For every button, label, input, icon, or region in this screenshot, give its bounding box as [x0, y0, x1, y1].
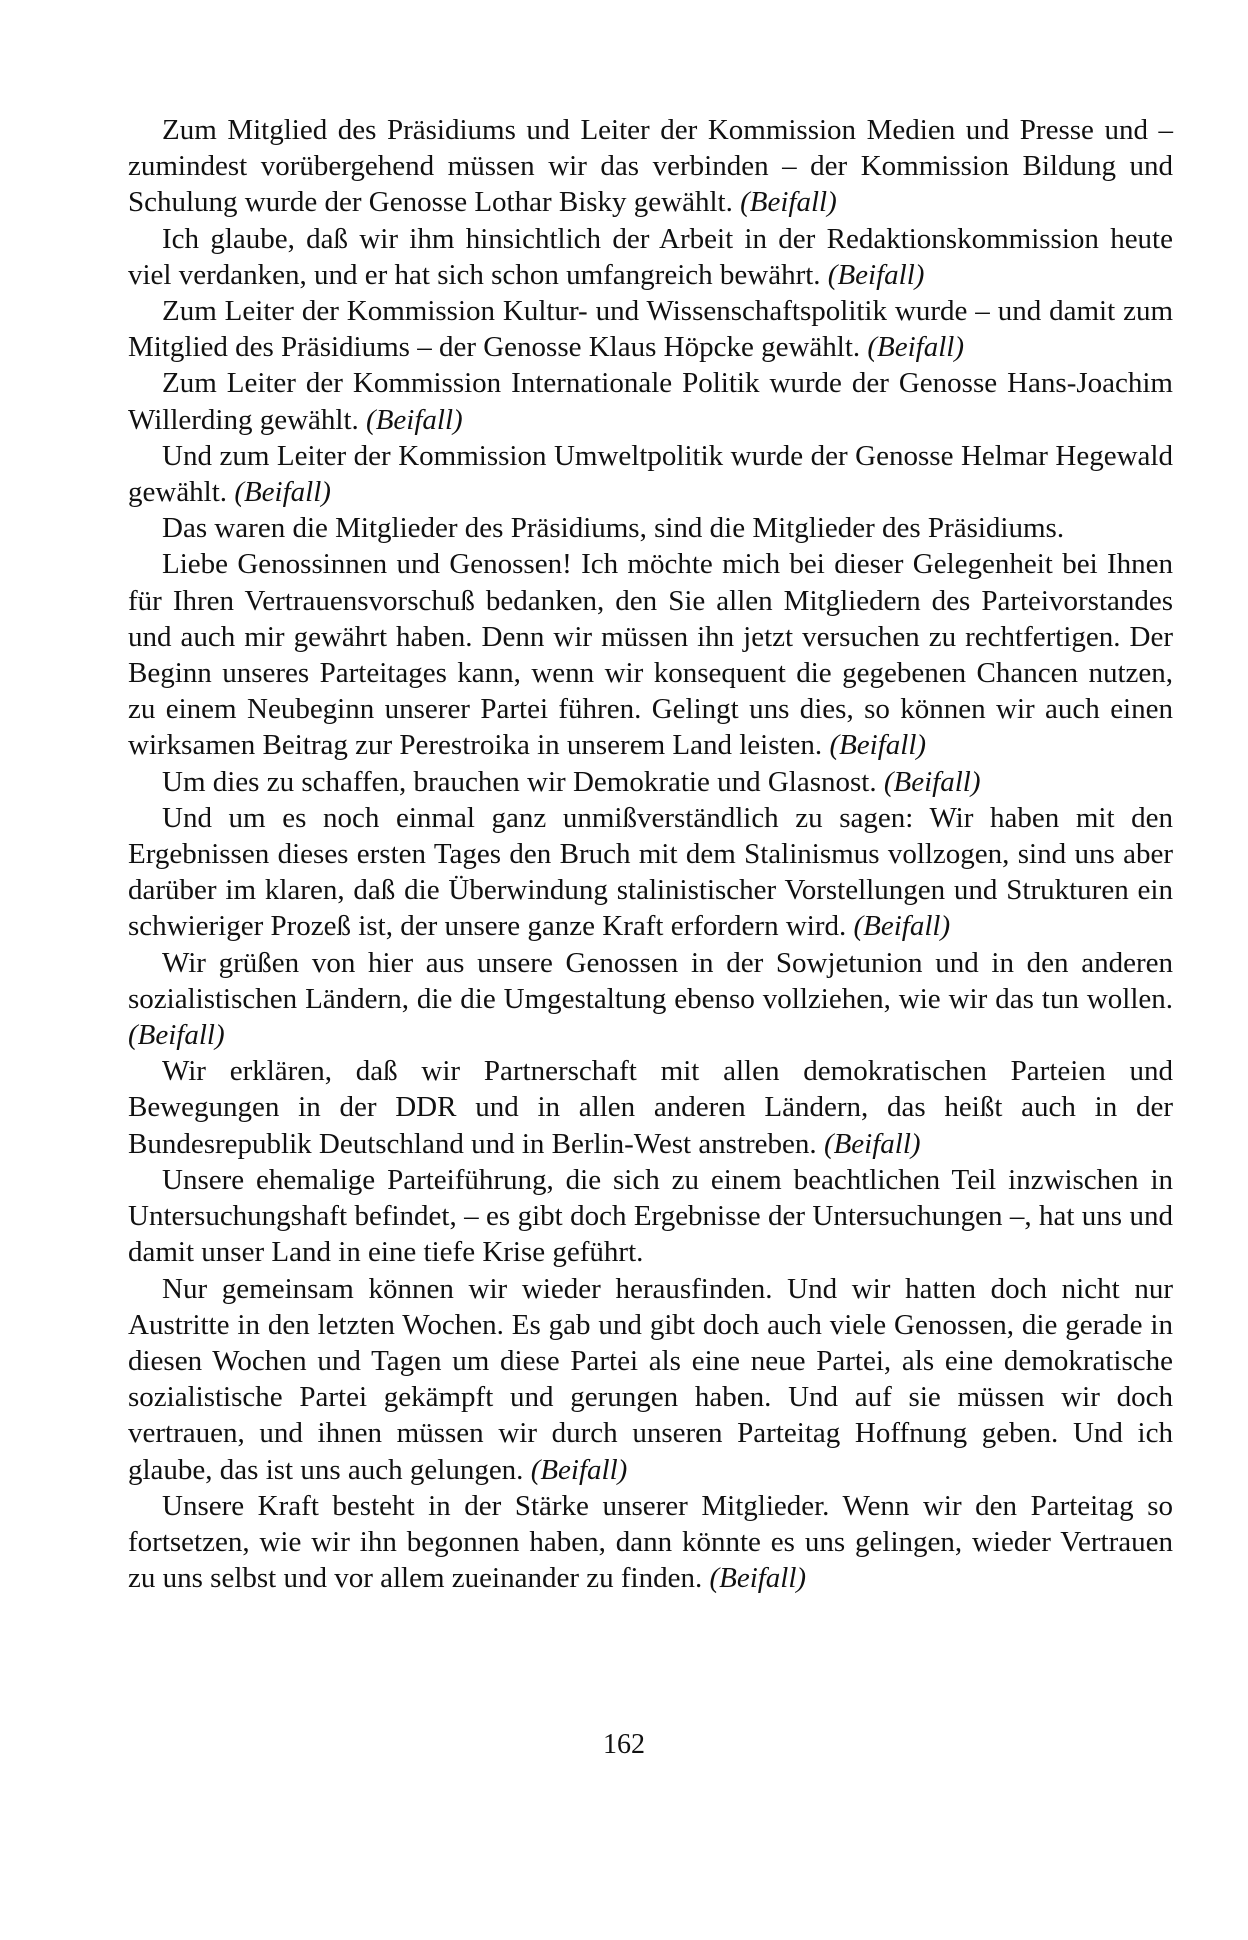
paragraph-10 [128, 945, 1173, 1054]
paragraph-4 [128, 365, 1173, 437]
applause-note: (Beifall) [853, 910, 951, 943]
paragraph-text: Um dies zu schaffen, brauchen wir Demokratie und Glasnost. [162, 765, 877, 798]
paragraph-text: Zum Leiter der Kommission Kultur- und Wissenschaftspolitik wurde – und damit zum Mitglied des Präsidiums – der Genosse Klaus Höpcke gewählt. [128, 295, 1173, 364]
paragraph-8 [128, 764, 1173, 800]
paragraph-text: Zum Leiter der Kommission Internationale Politik wurde der Genosse Hans-Joachim Willerding gewählt. [128, 367, 1173, 436]
paragraph-text: Und zum Leiter der Kommission Umweltpolitik wurde der Genosse Helmar Hegewald gewählt. [128, 439, 1173, 509]
paragraph-3 [128, 293, 1173, 365]
paragraph-text: Liebe Genossinnen und Genossen! Ich möchte mich bei dieser Gelegenheit bei Ihnen für Ihren Vertrauensvorschuß bedanken, den Sie allen Mitgliedern des Parteivorstandes und auch mir gewährt haben. Denn wir müssen ihn jetzt versuchen zu rechtfertigen. Der Beginn unseres Parteitages kann, wenn wir konsequent die gegebenen Chancen nutzen, zu einem Neubeginn unserer Partei führen. Gelingt uns dies, so können wir auch einen wirksamen Beitrag zur Perestroika in unserem Land leisten. [128, 548, 1173, 762]
paragraph-11 [128, 1053, 1173, 1162]
paragraph-text: Unsere ehemalige Parteiführung, die sich zu einem beachtlichen Teil inzwischen in Untersuchungshaft befindet, – es gibt doch Ergebnisse der Untersuchungen –, hat uns und damit unser Land in eine tiefe Krise geführt. [128, 1163, 1173, 1269]
paragraph-7 [128, 546, 1173, 763]
paragraph-text: Und um es noch einmal ganz unmißverständlich zu sagen: Wir haben mit den Ergebnissen dieses ersten Tages den Bruch mit dem Stalinismus vollzogen, sind uns aber darüber im klaren, daß die Überwindung stalinistischer Vorstellungen und Strukturen ein schwieriger Prozeß ist, der unsere ganze Kraft erfordern wird. [128, 801, 1173, 943]
paragraph-text: Ich glaube, daß wir ihm hinsichtlich der Arbeit in der Redaktionskommission heute viel verdanken, und er hat sich schon umfangreich bewährt. [128, 222, 1173, 291]
applause-note: (Beifall) [234, 476, 331, 509]
paragraph-6 [128, 510, 1173, 546]
paragraph-13 [128, 1271, 1173, 1488]
paragraph-text: Wir grüßen von hier aus unsere Genossen in der Sowjetunion und in den anderen sozialistischen Ländern, die die Umgestaltung ebenso vollziehen, wie wir das tun wollen. [128, 946, 1173, 1015]
paragraph-text: Nur gemeinsam können wir wieder herausfinden. Und wir hatten doch nicht nur Austritte in den letzten Wochen. Es gab und gibt doch auch viele Genossen, die gerade in diesen Wochen und Tagen um diese Partei als eine neue Partei, als eine demokratische sozialistische Partei gekämpft und gerungen haben. Und auf sie müssen wir doch vertrauen, und ihnen müssen wir durch unseren Parteitag Hoffnung geben. Und ich glaube, das ist uns auch gelungen. [128, 1272, 1173, 1486]
paragraph-14 [128, 1488, 1173, 1597]
applause-note: (Beifall) [128, 1019, 225, 1052]
applause-note: (Beifall) [709, 1562, 807, 1595]
applause-note: (Beifall) [867, 331, 965, 364]
paragraph-text: Das waren die Mitglieder des Präsidiums, sind die Mitglieder des Präsidiums. [162, 512, 1065, 545]
applause-note: (Beifall) [740, 186, 837, 219]
applause-note: (Beifall) [883, 765, 981, 798]
page-number: 162 [603, 1729, 645, 1760]
applause-note: (Beifall) [366, 403, 463, 436]
paragraph-2 [128, 221, 1173, 293]
paragraph-text: Unsere Kraft besteht in der Stärke unserer Mitglieder. Wenn wir den Parteitag so fortsetzen, wie wir ihn begonnen haben, dann könnte es uns gelingen, wieder Vertrauen zu uns selbst und vor allem zueinander zu finden. [128, 1489, 1173, 1595]
applause-note: (Beifall) [530, 1453, 628, 1486]
applause-note: (Beifall) [827, 258, 925, 291]
paragraph-12 [128, 1162, 1173, 1271]
page-body [128, 112, 1173, 1596]
paragraph-text: Zum Mitglied des Präsidiums und Leiter der Kommission Medien und Presse und – zumindest vorübergehend müssen wir das verbinden – der Kommission Bildung und Schulung wurde der Genosse Lothar Bisky gewählt. [128, 114, 1173, 219]
paragraph-9 [128, 800, 1173, 945]
paragraph-5 [128, 438, 1173, 510]
paragraph-1 [128, 112, 1173, 221]
paragraph-text: Wir erklären, daß wir Partnerschaft mit allen demokratischen Parteien und Bewegungen in der DDR und in allen anderen Ländern, das heißt auch in der Bundesrepublik Deutschland und in Berlin-West anstreben. [128, 1055, 1173, 1160]
applause-note: (Beifall) [823, 1127, 921, 1160]
applause-note: (Beifall) [829, 729, 927, 762]
